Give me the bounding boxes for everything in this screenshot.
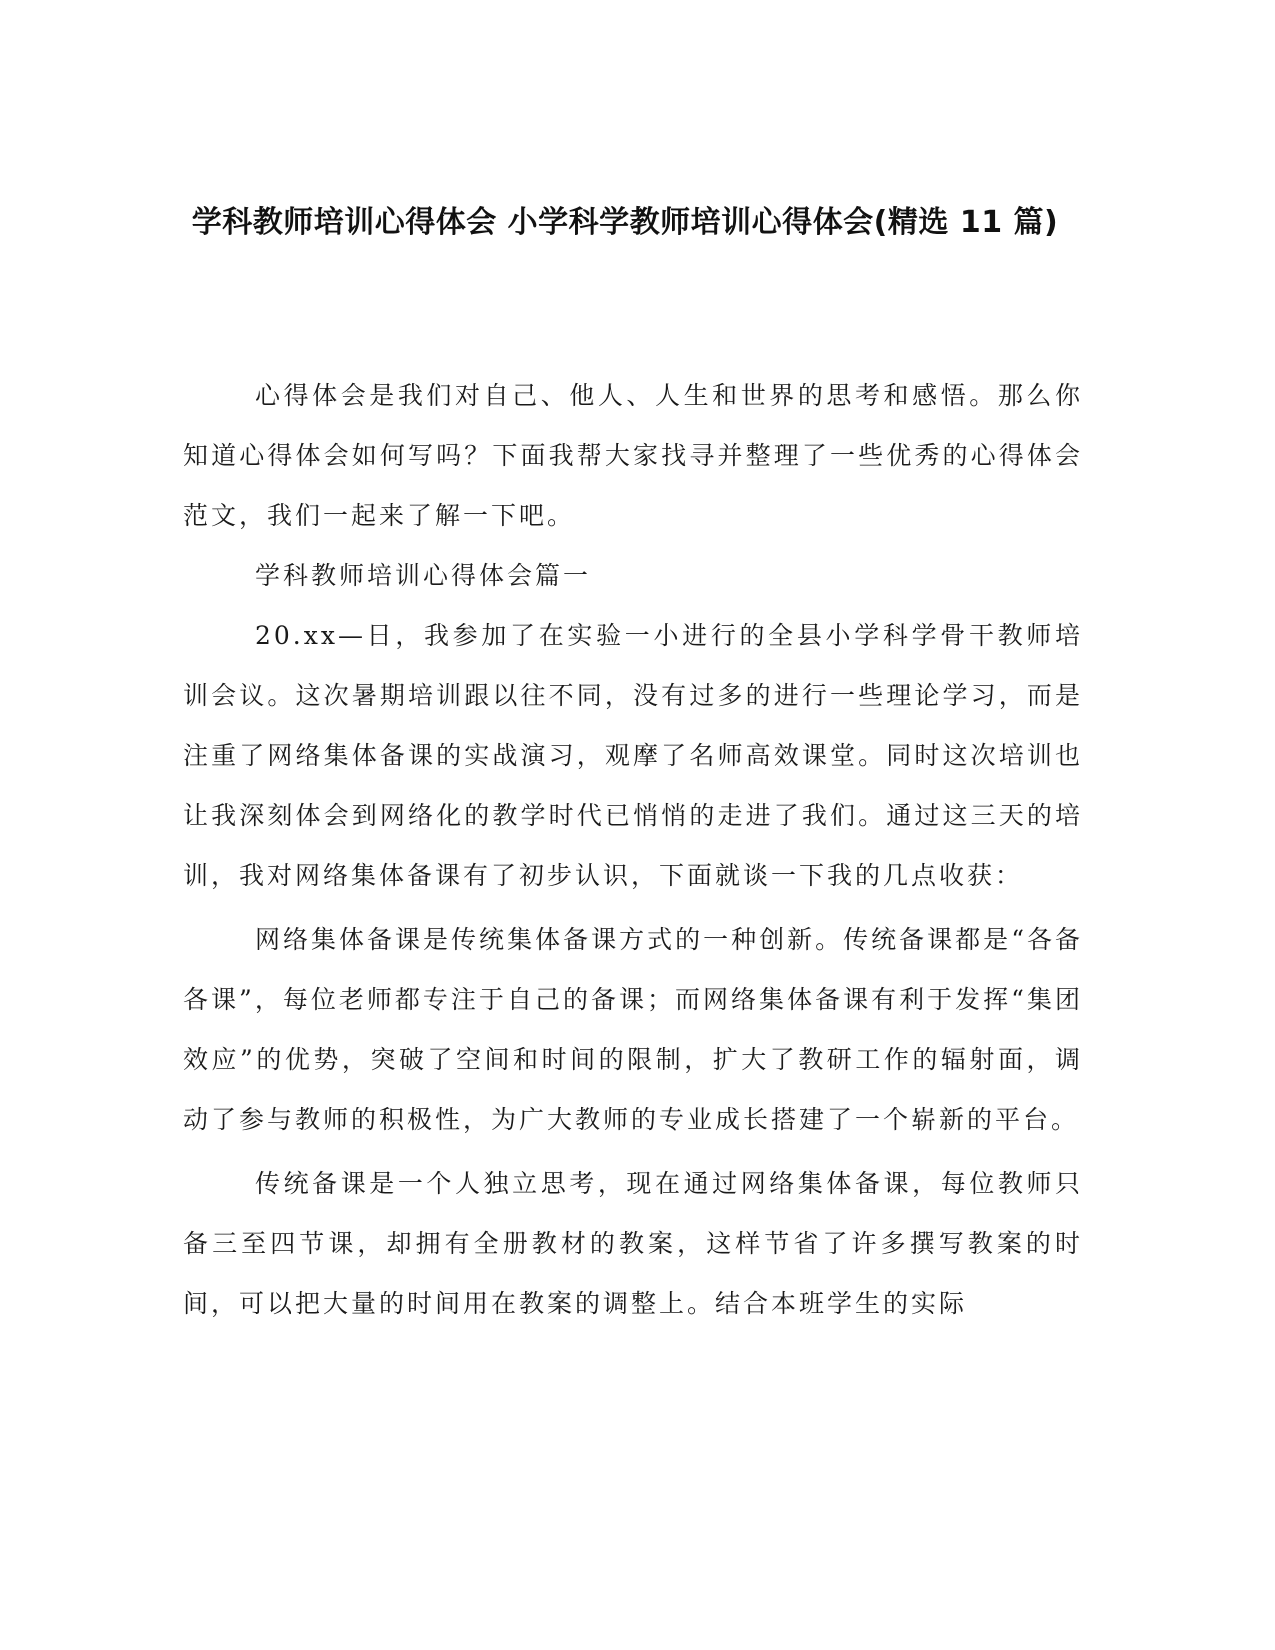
document-title: 学科教师培训心得体会 小学科学教师培训心得体会(精选 11 篇) bbox=[191, 205, 1059, 240]
section-heading: 学科教师培训心得体会篇一 bbox=[255, 561, 592, 590]
body-paragraph: 20.xx—日，我参加了在实验一小进行的全县小学科学骨干教师培训会议。这次暑期培训跟以往不同，没有过多的进行一些理论学习，而是注重了网络集体备课的实战演习，观摩了名师高效课堂。同时这次培训也让我深刻体会到网络化的教学时代已悄悄的走进了我们。通过这三天的培训，我对网络集体备课有了初步认识，下面就谈一下我的几点收获： bbox=[183, 621, 1083, 890]
intro-paragraph: 心得体会是我们对自己、他人、人生和世界的思考和感悟。那么你知道心得体会如何写吗？下面我帮大家找寻并整理了一些优秀的心得体会范文，我们一起来了解一下吧。 bbox=[183, 381, 1083, 530]
body-paragraph: 传统备课是一个人独立思考，现在通过网络集体备课，每位教师只备三至四节课，却拥有全册教材的教案，这样节省了许多撰写教案的时间，可以把大量的时间用在教案的调整上。结合本班学生的实际 bbox=[183, 1169, 1083, 1318]
body-paragraph: 网络集体备课是传统集体备课方式的一种创新。传统备课都是“各备各课”，每位老师都专注于自己的备课；而网络集体备课有利于发挥“集团效应”的优势，突破了空间和时间的限制，扩大了教研工作的辐射面，调动了参与教师的积极性，为广大教师的专业成长搭建了一个崭新的平台。 bbox=[183, 925, 1083, 1134]
document-body bbox=[183, 366, 1083, 1334]
